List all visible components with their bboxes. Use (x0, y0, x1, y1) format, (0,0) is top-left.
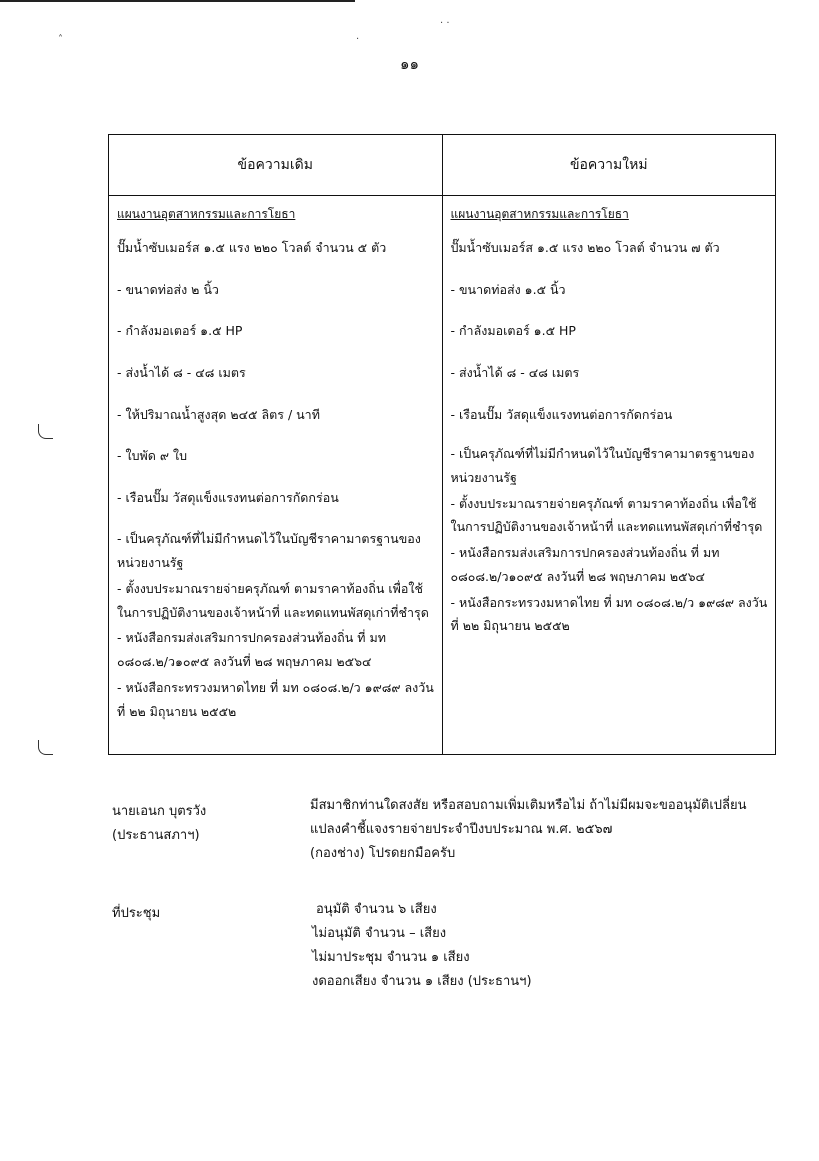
old-spec-item: - ใบพัด ๙ ใบ (117, 448, 188, 464)
new-note-paragraph: - เป็นครุภัณฑ์ที่ไม่มีกำหนดไว้ในบัญชีราคามาตรฐานของหน่วยงานรัฐ (450, 446, 755, 485)
old-section-heading: แผนงานอุตสาหกรรมและการโยธา (117, 207, 296, 221)
margin-mark (38, 424, 53, 439)
old-item-title: ปั๊มน้ำซับเมอร์ส ๑.๕ แรง ๒๒๐ โวลต์ จำนวน ๕ ตัว (117, 240, 387, 255)
speaker-block (112, 800, 206, 848)
new-text-cell (442, 196, 776, 755)
old-note-paragraph: - เป็นครุภัณฑ์ที่ไม่มีกำหนดไว้ในบัญชีราคามาตรฐานของหน่วยงานรัฐ (117, 531, 421, 571)
old-spec-item: - กำลังมอเตอร์ ๑.๕ HP (117, 323, 243, 339)
comparison-table (108, 134, 776, 755)
speech-line: (กองช่าง) โปรดยกมือครับ (310, 846, 456, 862)
speech-line: แปลงคำชี้แจงรายจ่ายประจำปีงบประมาณ พ.ศ. ๒๕๖๗ (310, 822, 613, 838)
vote-line: อนุมัติ จำนวน ๖ เสียง (316, 902, 437, 917)
new-spec-item: - ขนาดท่อส่ง ๑.๕ นิ้ว (450, 281, 566, 297)
margin-mark (38, 740, 53, 755)
table-header-row (109, 135, 776, 196)
table-body-row (109, 196, 776, 755)
old-note-paragraph: - ตั้งงบประมาณรายจ่ายครุภัณฑ์ ตามราคาท้องถิ่น เพื่อใช้ในการปฏิบัติงานของเจ้าหน้าที่ และทดแทนพัสดุเก่าที่ชำรุด (117, 580, 429, 620)
header-new-text: ข้อความใหม่ (442, 135, 776, 196)
scan-edge-line (0, 0, 355, 2)
vote-line: ไม่มาประชุม จำนวน ๑ เสียง (312, 950, 470, 966)
new-spec-item: - กำลังมอเตอร์ ๑.๕ HP (450, 323, 576, 339)
vote-line: งดออกเสียง จำนวน ๑ เสียง (ประธานฯ) (312, 974, 532, 990)
speaker-role: (ประธานสภาฯ) (112, 828, 200, 844)
old-note-paragraph: - หนังสือกระทรวงมหาดไทย ที่ มท ๐๘๐๘.๒/ว ๑๙๘๙ ลงวันที่ ๒๒ มิถุนายน ๒๕๕๒ (117, 679, 434, 719)
meeting-label: ที่ประชุม (112, 906, 161, 921)
vote-line: ไม่อนุมัติ จำนวน – เสียง (312, 926, 447, 942)
new-note-paragraph: - หนังสือกรมส่งเสริมการปกครองส่วนท้องถิ่น ที่ มท ๐๘๐๘.๒/ว๑๐๙๕ ลงวันที่ ๒๘ พฤษภาคม ๒๕๖๔ (450, 545, 720, 584)
scan-speck: · (356, 34, 360, 45)
new-item-title: ปั๊มน้ำซับเมอร์ส ๑.๕ แรง ๒๒๐ โวลต์ จำนวน ๗ ตัว (450, 240, 720, 255)
speaker-name: นายเอนก บุตรวัง (112, 804, 207, 819)
scan-speck: ˄ (58, 34, 63, 45)
vote-results (312, 898, 532, 994)
speech-line: มีสมาชิกท่านใดสงสัย หรือสอบถามเพิ่มเติมหรือไม่ ถ้าไม่มีผมจะขออนุมัติเปลี่ยน (310, 798, 747, 813)
new-note-paragraph: - ตั้งงบประมาณรายจ่ายครุภัณฑ์ ตามราคาท้องถิ่น เพื่อใช้ในการปฏิบัติงานของเจ้าหน้าที่ และทดแทนพัสดุเก่าที่ชำรุด (450, 495, 763, 535)
new-spec-item: - ส่งน้ำได้ ๘ - ๔๘ เมตร (450, 364, 580, 380)
speech-block (310, 794, 780, 866)
page-number: ๑๑ (399, 55, 420, 73)
scan-speck: · · (440, 18, 450, 29)
header-old-text: ข้อความเดิม (109, 135, 443, 196)
old-spec-item: - เรือนปั๊ม วัสดุแข็งแรงทนต่อการกัดกร่อน (117, 489, 339, 505)
new-spec-item: - เรือนปั๊ม วัสดุแข็งแรงทนต่อการกัดกร่อน (450, 406, 673, 422)
old-note-paragraph: - หนังสือกรมส่งเสริมการปกครองส่วนท้องถิ่น ที่ มท ๐๘๐๘.๒/ว๑๐๙๕ ลงวันที่ ๒๘ พฤษภาคม ๒๕๖๔ (117, 630, 386, 670)
old-spec-item: - ขนาดท่อส่ง ๒ นิ้ว (117, 281, 219, 297)
new-note-paragraph: - หนังสือกระทรวงมหาดไทย ที่ มท ๐๘๐๘.๒/ว ๑๙๘๙ ลงวันที่ ๒๒ มิถุนายน ๒๕๕๒ (450, 594, 768, 634)
new-section-heading: แผนงานอุตสาหกรรมและการโยธา (450, 207, 629, 221)
old-text-cell (109, 196, 443, 755)
old-spec-item: - ให้ปริมาณน้ำสูงสุด ๒๔๕ ลิตร / นาที (117, 406, 320, 422)
old-spec-item: - ส่งน้ำได้ ๘ - ๔๘ เมตร (117, 364, 246, 380)
